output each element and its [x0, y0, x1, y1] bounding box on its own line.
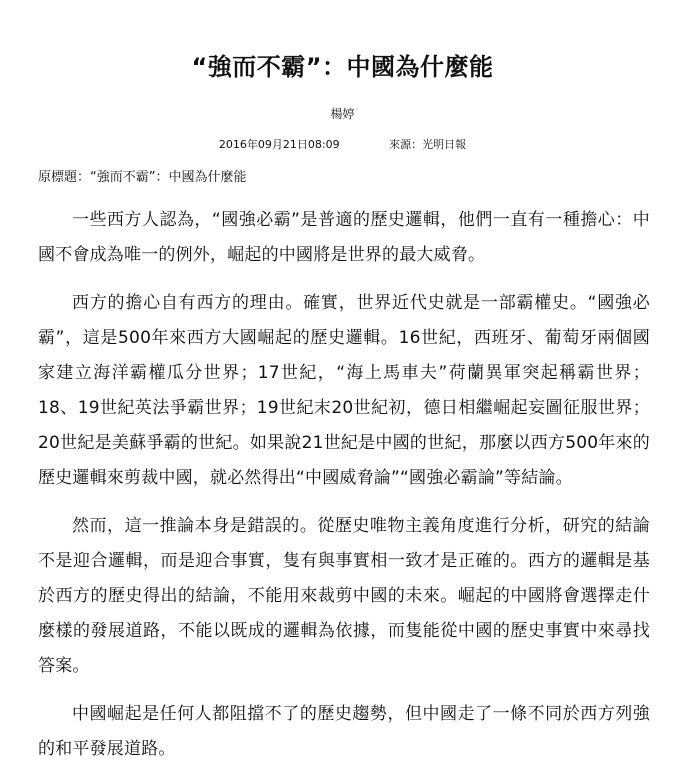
- paragraph: 然而，這一推論本身是錯誤的。從歷史唯物主義角度進行分析，研究的結論不是迎合邏輯，而是迎合事實，隻有與事實相一致才是正確的。西方的邏輯是基於西方的歷史得出的結論，不能用來裁剪中國的未來。崛起的中國將會選擇走什麼樣的發展道路，不能以既成的邏輯為依據，而隻能從中國的歷史事實中來尋找答案。: [38, 516, 650, 676]
- author-name: 楊婷: [330, 107, 355, 121]
- paragraph: 中國崛起是任何人都阻擋不了的歷史趨勢，但中國走了一條不同於西方列強的和平發展道路。: [38, 704, 650, 759]
- article-title: “強而不霸”：中國為什麼能: [191, 53, 494, 81]
- article-body: [38, 203, 650, 767]
- article-meta: [0, 136, 685, 154]
- paragraph: 西方的擔心自有西方的理由。確實，世界近代史就是一部霸權史。“國強必霸”，這是500年來西方大國崛起的歷史邏輯。16世紀，西班牙、葡萄牙兩個國家建立海洋霸權瓜分世界；17世紀，“海上馬車夫”荷蘭異軍突起稱霸世界；18、19世紀英法爭霸世界；19世紀末20世紀初，德日相繼崛起妄圖征服世界；20世紀是美蘇爭霸的世紀。如果說21世紀是中國的世紀，那麼以西方500年來的歷史邏輯來剪裁中國，就必然得出“中國威脅論”“國強必霸論”等結論。: [38, 293, 650, 488]
- article-source: 來源：光明日報: [389, 138, 467, 151]
- paragraph: 一些西方人認為，“國強必霸”是普適的歷史邏輯，他們一直有一種擔心：中國不會成為唯一的例外，崛起的中國將是世界的最大威脅。: [38, 210, 650, 265]
- original-title: 原標題：“強而不霸”：中國為什麼能: [38, 170, 247, 185]
- publish-date: 2016年09月21日08:09: [218, 138, 340, 151]
